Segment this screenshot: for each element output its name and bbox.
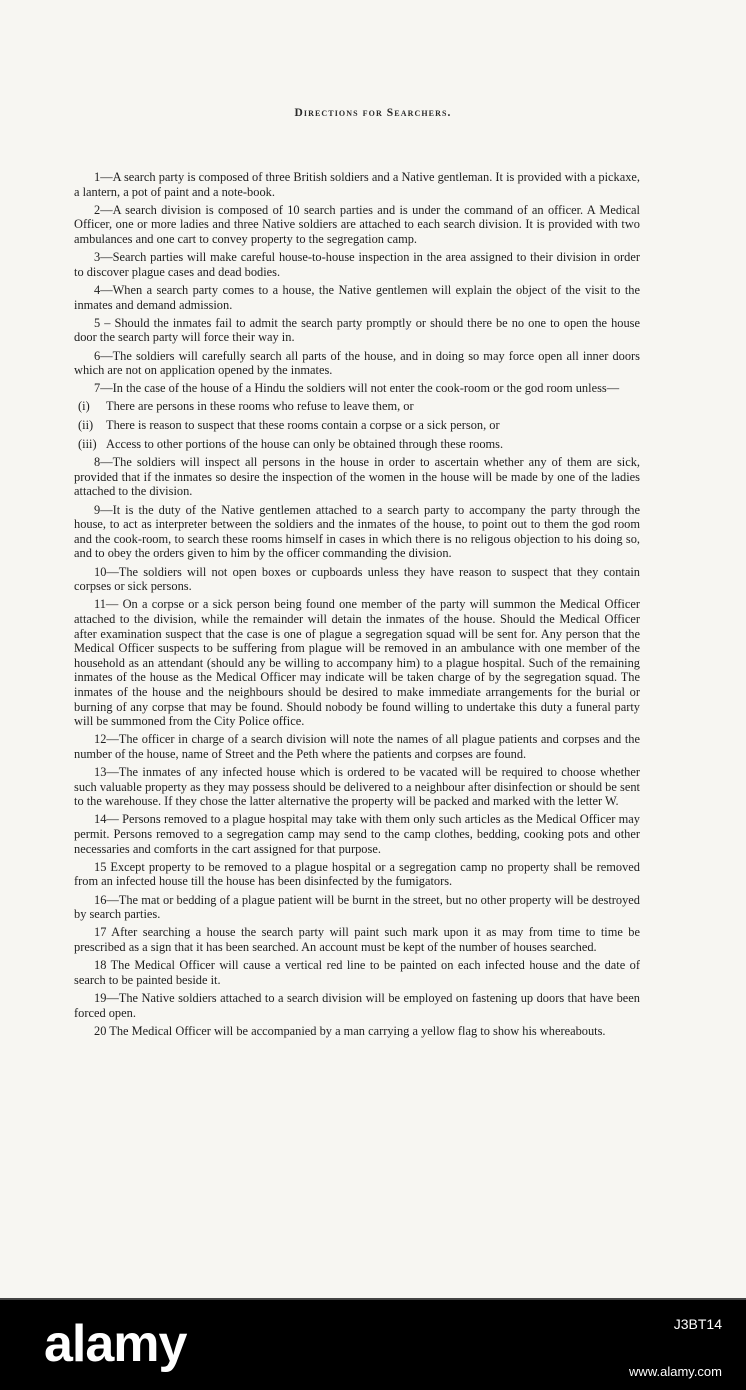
paragraph-16: 16—The mat or bedding of a plague patient will be burnt in the street, but no other property will be destroyed by search parties. xyxy=(74,892,640,922)
paragraph-3: 3—Search parties will make careful house-to-house inspection in the area assigned to their division in order to discover plague cases and dead bodies. xyxy=(74,250,640,279)
alamy-logo: alamy xyxy=(44,1315,187,1373)
paragraph-10: 10—The soldiers will not open boxes or cupboards unless they have reason to suspect that they contain corpses or sick persons. xyxy=(74,564,640,594)
condition-number: (i) xyxy=(78,399,90,414)
paragraph-1: 1—A search party is composed of three British soldiers and a Native gentleman. It is provided with a pickaxe, a lantern, a pot of paint and a note-book. xyxy=(74,170,640,199)
paragraph-17: 17 After searching a house the search party will paint such mark upon it as may from time to time be prescribed as a sign that it has been searched. An account must be kept of the number of houses searched. xyxy=(74,925,640,954)
condition-number: (ii) xyxy=(78,418,94,433)
paragraph-5: 5 – Should the inmates fail to admit the search party promptly or should there be no one to open the house door the search party will force their way in. xyxy=(74,315,640,345)
condition-text: There is reason to suspect that these rooms contain a corpse or a sick person, or xyxy=(106,418,500,433)
image-id-label: J3BT14 xyxy=(673,1316,722,1332)
site-url-label: www.alamy.com xyxy=(629,1364,722,1379)
banner-divider xyxy=(0,1298,746,1300)
paragraph-20: 20 The Medical Officer will be accompanied by a man carrying a yellow flag to show his whereabouts. xyxy=(94,1023,606,1038)
document-title: Directions for Searchers. xyxy=(294,107,452,119)
condition-text: Access to other portions of the house can only be obtained through these rooms. xyxy=(106,436,504,451)
condition-item xyxy=(74,399,640,414)
paragraph-11: 11— On a corpse or a sick person being found one member of the party will summon the Medical Officer attached to the division, while the remainder will detain the inmates of the house. Should the Medical Officer after examination suspect that the case is one of plague a segregation squad will be sent for. Any person that the Medical Officer suspects to be suffering from plague will be removed in an ambulance with one member of the household as an attendant (should any be willing to accompany him) to a plague hospital. Such of the remaining inmates of the house as the Medical Officer may indicate will be taken charge of by the segregation squad. The inmates of the house and the neighbours should be desired to make immediate arrangements for the burial or burning of any corpse that may be found. Should nobody be found willing to undertake this duty a funeral party will be summoned from the City Police office. xyxy=(74,597,640,729)
paragraph-7: 7—In the case of the house of a Hindu the soldiers will not enter the cook-room or the god room unless— xyxy=(94,381,620,396)
paragraph-2: 2—A search division is composed of 10 search parties and is under the command of an officer. A Medical Officer, one or more ladies and three Native soldiers are attached to each search division. It is provided with two ambulances and one cart to convey property to the segregation camp. xyxy=(74,202,640,246)
paragraph-19: 19—The Native soldiers attached to a search division will be employed on fastening up doors that have been forced open. xyxy=(74,990,640,1020)
paragraph-13: 13—The inmates of any infected house which is ordered to be vacated will be required to choose whether such valuable property as they may possess should be delivered to a neighbour after disinfection or should be sent to the warehouse. If they chose the latter alternative the property will be packed and marked with the letter W. xyxy=(74,765,640,809)
stock-watermark-banner xyxy=(0,1298,746,1390)
condition-item xyxy=(74,418,640,433)
document-body xyxy=(74,170,640,1042)
paragraph-12: 12—The officer in charge of a search division will note the names of all plague patients and corpses and the number of the house, name of Street and the Peth where the patients and corpses are found. xyxy=(74,732,640,761)
condition-item xyxy=(74,437,640,452)
paragraph-18: 18 The Medical Officer will cause a vertical red line to be painted on each infected house and the date of search to be painted beside it. xyxy=(74,958,640,987)
paragraph-4: 4—When a search party comes to a house, the Native gentlemen will explain the object of the visit to the inmates and demand admission. xyxy=(74,282,640,312)
condition-text: There are persons in these rooms who refuse to leave them, or xyxy=(106,399,414,414)
paragraph-15: 15 Except property to be removed to a plague hospital or a segregation camp no property shall be removed from an infected house till the house has been disinfected by the fumigators. xyxy=(74,859,640,889)
paragraph-8: 8—The soldiers will inspect all persons in the house in order to ascertain whether any of them are sick, provided that if the inmates so desire the inspection of the women in the house will be made by one of the ladies attached to the division. xyxy=(74,455,640,499)
paragraph-9: 9—It is the duty of the Native gentlemen attached to a search party to accompany the party through the house, to act as interpreter between the soldiers and the inmates of the house, to point out to them the god room and the cook-room, to search these rooms himself in cases in which there is no religous objection to his doing so, and to obey the orders given to him by the officer commanding the division. xyxy=(74,502,640,561)
condition-number: (iii) xyxy=(78,436,97,451)
paragraph-6: 6—The soldiers will carefully search all parts of the house, and in doing so may force open all inner doors which are not on application opened by the inmates. xyxy=(74,348,640,378)
paragraph-14: 14— Persons removed to a plague hospital may take with them only such articles as the Medical Officer may permit. Persons removed to a segregation camp may send to the camp clothes, bedding, cooking pots and other necessaries and comforts in the cart assigned for that purpose. xyxy=(74,812,640,856)
